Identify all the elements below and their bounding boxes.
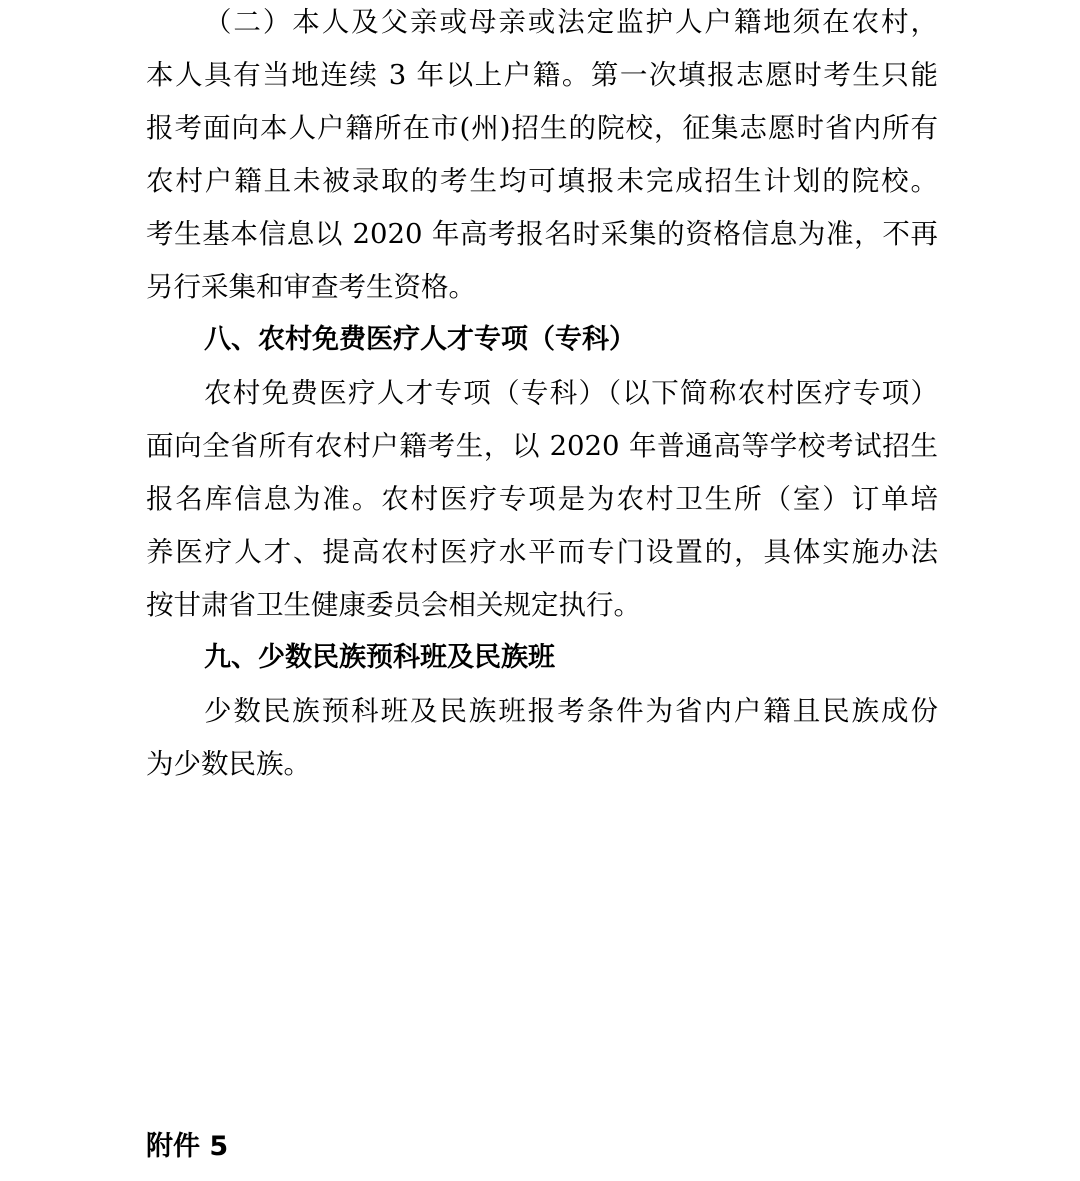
paragraph-line: 考生基本信息以 2020 年高考报名时采集的资格信息为准，不再 (146, 218, 938, 250)
paragraph-line: 为少数民族。 (146, 748, 311, 780)
section-heading-nine: 九、少数民族预科班及民族班 (204, 642, 555, 673)
paragraph-line: 面向全省所有农村户籍考生，以 2020 年普通高等学校考试招生 (146, 430, 938, 462)
appendix-label: 附件 5 (146, 1131, 229, 1162)
paragraph-line: 农村免费医疗人才专项（专科）（以下简称农村医疗专项） (204, 377, 938, 409)
paragraph-line: 另行采集和审查考生资格。 (146, 271, 476, 303)
section-heading-eight: 八、农村免费医疗人才专项（专科） (204, 324, 636, 355)
paragraph-line: 养医疗人才、提高农村医疗水平而专门设置的，具体实施办法 (146, 536, 938, 568)
paragraph-line: 报名库信息为准。农村医疗专项是为农村卫生所（室）订单培 (146, 483, 938, 515)
paragraph-line: 农村户籍且未被录取的考生均可填报未完成招生计划的院校。 (146, 165, 938, 197)
paragraph-line: 按甘肃省卫生健康委员会相关规定执行。 (146, 589, 641, 621)
paragraph-line: 少数民族预科班及民族班报考条件为省内户籍且民族成份 (204, 695, 938, 727)
paragraph-line: 本人具有当地连续 3 年以上户籍。第一次填报志愿时考生只能 (146, 59, 938, 91)
paragraph-line: （二）本人及父亲或母亲或法定监护人户籍地须在农村， (204, 6, 938, 38)
paragraph-line: 报考面向本人户籍所在市(州)招生的院校，征集志愿时省内所有 (146, 112, 938, 144)
